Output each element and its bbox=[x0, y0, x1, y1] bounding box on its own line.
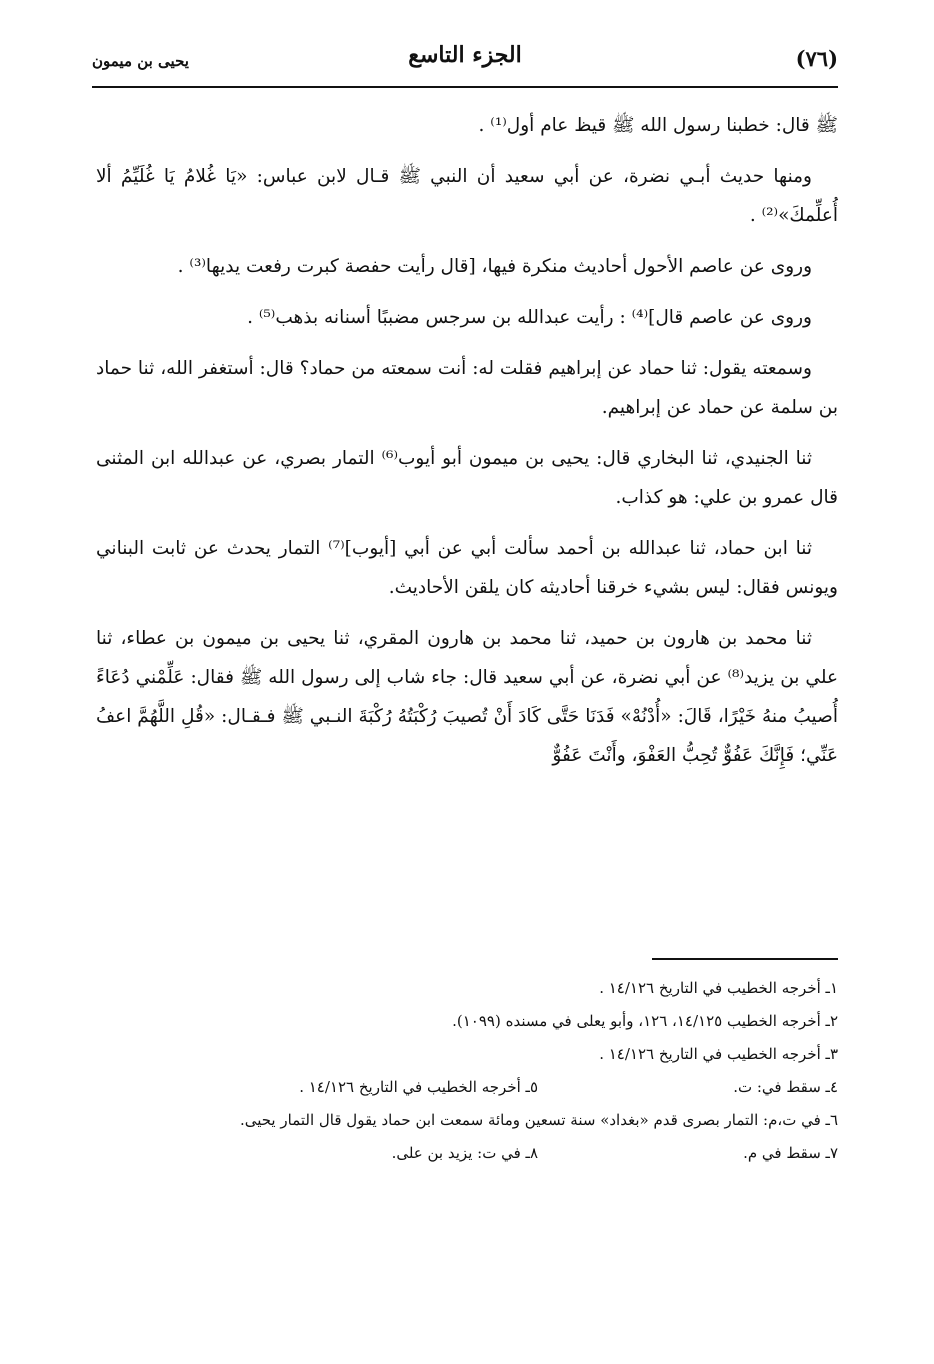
footnotes bbox=[96, 958, 838, 1170]
paragraph: وروى عن عاصم الأحول أحاديث منكرة فيها، [قال رأيت حفصة كبرت رفعت يديها⁽³⁾ . bbox=[177, 256, 812, 277]
paragraph: ثنا محمد بن هارون بن حميد، ثنا محمد بن هارون المقري، ثنا يحيى بن ميمون بن عطاء، ثنا علي بن يزيد⁽⁸⁾ عن أبي نضرة، عن أبي سعيد قال: جاء شاب إلى رسول الله ﷺ فقال: عَلِّمْني دُعَاءً أُصيبُ منهُ خَيْرًا، قَالَ: «أُدْنُهْ» فَدَنَا حَتَّى كَادَ أَنْ تُصيبَ رُكْبَتُهُ رُكْبَةَ النـبي ﷺ فـقـال: «قُلِ اللَّهُمَّ اعفُ عَنِّي؛ فَإِنَّكَ عَفُوٌّ تُحِبُّ العَفْوَ، وأَنْتَ عَفُوٌّ bbox=[96, 628, 838, 766]
footnote: ٦ـ في ت،م: التمار بصرى قدم «بغداد» سنة تسعين ومائة سمعت ابن حماد يقول قال التمار يحيى. bbox=[239, 1111, 838, 1129]
footnote-divider bbox=[652, 958, 838, 960]
page-number: (٧٦) bbox=[795, 46, 838, 71]
main-text bbox=[96, 106, 838, 775]
footnote: ٧ـ سقط في م. bbox=[743, 1144, 838, 1162]
paragraph: ﷺ قال: خطبنا رسول الله ﷺ قيظ عام أول⁽¹⁾ . bbox=[478, 115, 838, 136]
footnote: ٣ـ أخرجه الخطيب في التاريخ ١٤/١٢٦ . bbox=[599, 1045, 838, 1063]
footnote-row bbox=[96, 1071, 838, 1104]
footnote: ٤ـ سقط في: ت. bbox=[733, 1078, 838, 1096]
footnote: ١ـ أخرجه الخطيب في التاريخ ١٤/١٢٦ . bbox=[599, 979, 838, 997]
footnote-row bbox=[96, 1137, 838, 1170]
page-header bbox=[92, 40, 838, 88]
paragraph: ومنها حديث أبـي نضرة، عن أبي سعيد أن النبي ﷺ قـال لابن عباس: «يَا غُلامُ يَا غُلَيِّمُ ألا أُعلِّمكَ»⁽²⁾ . bbox=[96, 166, 838, 226]
paragraph: وسمعته يقول: ثنا حماد عن إبراهيم فقلت له: أنت سمعته من حماد؟ قال: أستغفر الله، ثنا حماد بن سلمة عن حماد عن إبراهيم. bbox=[96, 358, 838, 418]
footnote: ٢ـ أخرجه الخطيب ١٤/١٢٥، ١٢٦، وأبو يعلى في مسنده (١٠٩٩). bbox=[452, 1012, 838, 1030]
footnote: ٨ـ في ت: يزيد بن على. bbox=[391, 1144, 538, 1162]
part-title: الجزء التاسع bbox=[408, 42, 522, 68]
footnote: ٥ـ أخرجه الخطيب في التاريخ ١٤/١٢٦ . bbox=[299, 1078, 538, 1096]
running-title: يحيى بن ميمون bbox=[92, 52, 189, 70]
paragraph: وروى عن عاصم قال]⁽⁴⁾ : رأيت عبدالله بن سرجس مضببًا أسنانه بذهب⁽⁵⁾ . bbox=[247, 307, 812, 328]
paragraph: ثنا الجنيدي، ثنا البخاري قال: يحيى بن ميمون أبو أيوب⁽⁶⁾ التمار بصري، عن عبدالله ابن المثنى قال عمرو بن علي: هو كذاب. bbox=[96, 448, 838, 508]
paragraph: ثنا ابن حماد، ثنا عبدالله بن أحمد سألت أبي عن أبي [أيوب]⁽⁷⁾ التمار يحدث عن ثابت البناني ويونس فقال: ليس بشيء خرقنا أحاديثه كان يلقن الأحاديث. bbox=[96, 538, 838, 598]
